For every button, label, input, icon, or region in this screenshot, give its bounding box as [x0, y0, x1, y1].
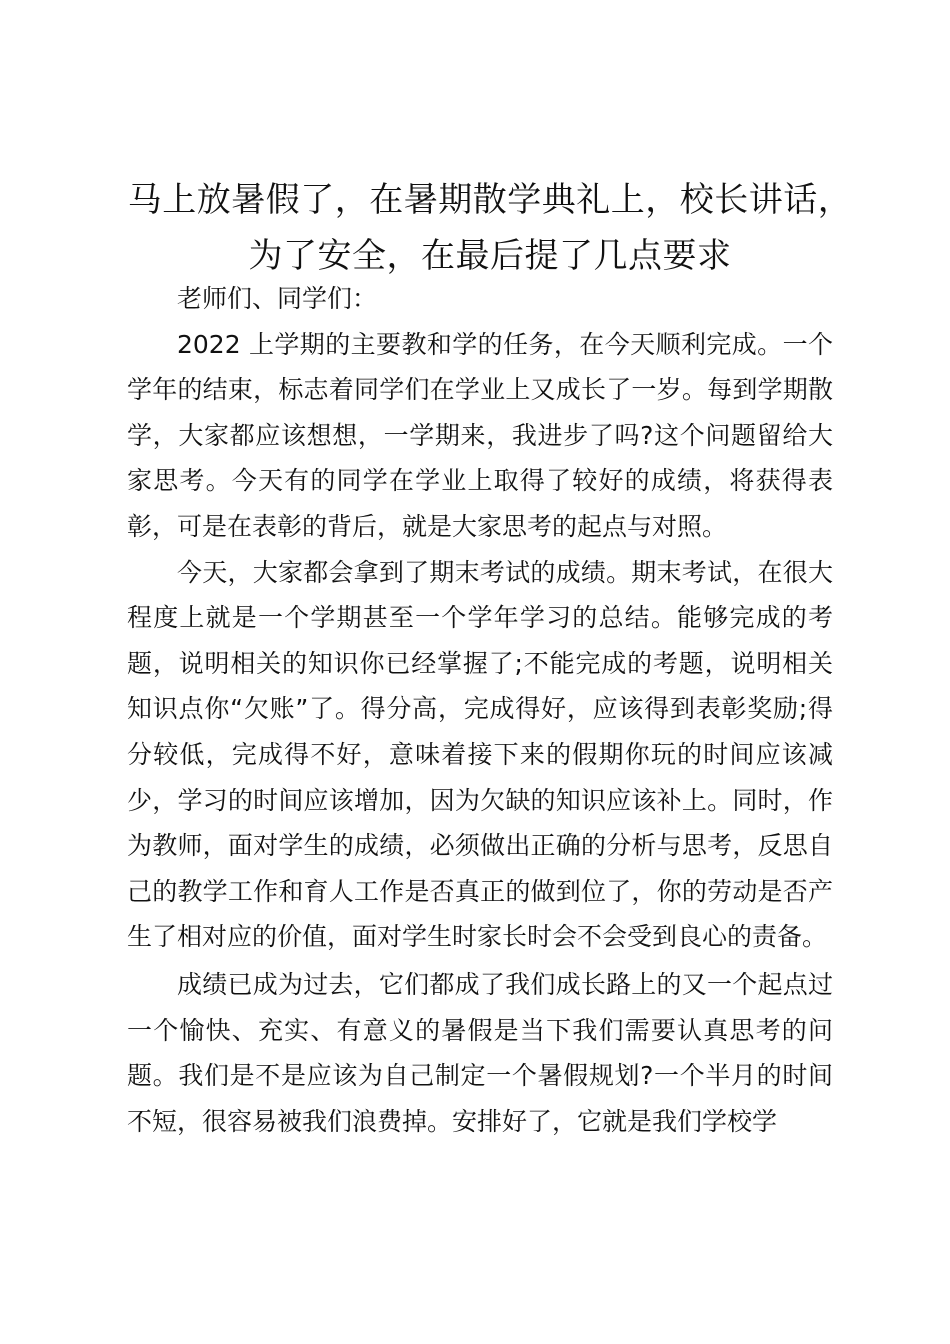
title-line-1: 马上放暑假了，在暑期散学典礼上，校长讲话， [127, 180, 853, 220]
paragraph-2: 今天，大家都会拿到了期末考试的成绩。期末考试，在很大程度上就是一个学期甚至一个学年学习的总结。能够完成的考题，说明相关的知识你已经掌握了;不能完成的考题，说明相关知识点你“欠账”了。得分高，完成得好，应该得到表彰奖励;得分较低，完成得不好，意味着接下来的假期你玩的时间应该减少，学习的时间应该增加，因为欠缺的知识应该补上。同时，作为教师，面对学生的成绩，必须做出正确的分析与思考，反思自己的教学工作和育人工作是否真正的做到位了，你的劳动是否产生了相对应的价值，面对学生时家长时会不会受到良心的责备。 [127, 557, 833, 952]
salutation: 老师们、同学们： [177, 284, 378, 313]
document-body [127, 276, 833, 1144]
paragraph-1: 2022 上学期的主要教和学的任务，在今天顺利完成。一个学年的结束，标志着同学们在学业上又成长了一岁。每到学期散学，大家都应该想想，一学期来，我进步了吗?这个问题留给大家思考。今天有的同学在学业上取得了较好的成绩，将获得表彰，可是在表彰的背后，就是大家思考的起点与对照。 [127, 329, 833, 541]
document-title [110, 172, 870, 284]
paragraph-3: 成绩已成为过去，它们都成了我们成长路上的又一个起点过一个愉快、充实、有意义的暑假是当下我们需要认真思考的问题。我们是不是应该为自己制定一个暑假规划?一个半月的时间不短，很容易被我们浪费掉。安排好了，它就是我们学校学 [127, 969, 833, 1136]
title-line-2: 为了安全，在最后提了几点要求 [248, 236, 732, 276]
